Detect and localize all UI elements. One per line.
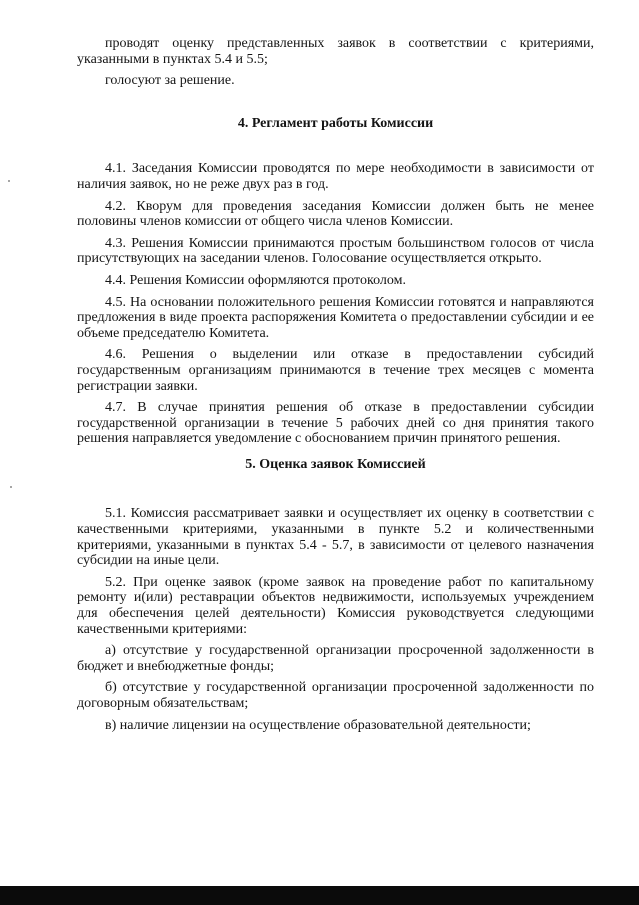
section-5-heading: 5. Оценка заявок Комиссией — [245, 456, 426, 472]
scan-artifact — [8, 180, 10, 182]
paragraph-4-1: 4.1. Заседания Комиссии проводятся по мере необходимости в зависимости от наличия заявок, но не реже двух раз в год. — [77, 161, 594, 192]
paragraph-4-3: 4.3. Решения Комиссии принимаются простым большинством голосов от числа присутствующих на заседании членов. Голосование осуществляется открыто. — [77, 235, 594, 267]
paragraph-4-5: 4.5. На основании положительного решения Комиссии готовятся и направляются предложения в виде проекта распоряжения Комитета о предоставлении субсидии и ее объеме председателю Комитета. — [77, 294, 594, 341]
criterion-v: в) наличие лицензии на осуществление образовательной деятельности; — [105, 717, 531, 733]
document-body — [77, 36, 594, 739]
criterion-a: а) отсутствие у государственной организации просроченной задолженности в бюджет и внебюджетные фонды; — [77, 643, 594, 674]
paragraph-4-7: 4.7. В случае принятия решения об отказе в предоставлении субсидии государственной организации в течение 5 рабочих дней со дня принятия такого решения направляется уведомление с обоснованием причин принятого решения. — [77, 400, 594, 447]
criterion-b: б) отсутствие у государственной организации просроченной задолженности по договорным обязательствам; — [77, 680, 594, 711]
paragraph-5-1: 5.1. Комиссия рассматривает заявки и осуществляет их оценку в соответствии с качественными критериями, указанными в пункте 5.2 и количественными критериями, указанными в пунктах 5.4 - 5.7, в зависимости от целевого назначения субсидии на иные цели. — [77, 506, 594, 569]
paragraph-5-2: 5.2. При оценке заявок (кроме заявок на проведение работ по капитальному ремонту и(или) реставрации объектов недвижимости, используемых учреждением для обеспечения целей деятельности) Комиссия руководствуется следующими качественными критериями: — [77, 574, 594, 637]
paragraph-vote: голосуют за решение. — [105, 73, 235, 89]
paragraph-4-4: 4.4. Решения Комиссии оформляются протоколом. — [105, 272, 406, 288]
scan-bottom-edge — [0, 886, 639, 905]
paragraph-4-6: 4.6. Решения о выделении или отказе в предоставлении субсидий государственным организациям принимаются в течение трех месяцев с момента регистрации заявки. — [77, 347, 594, 394]
paragraph-evaluate: проводят оценку представленных заявок в соответствии с критериями, указанными в пунктах 5.4 и 5.5; — [77, 36, 594, 67]
paragraph-4-2: 4.2. Кворум для проведения заседания Комиссии должен быть не менее половины членов комиссии от общего числа членов Комиссии. — [77, 198, 594, 230]
scan-artifact — [10, 486, 12, 488]
section-4-heading: 4. Регламент работы Комиссии — [237, 115, 434, 131]
